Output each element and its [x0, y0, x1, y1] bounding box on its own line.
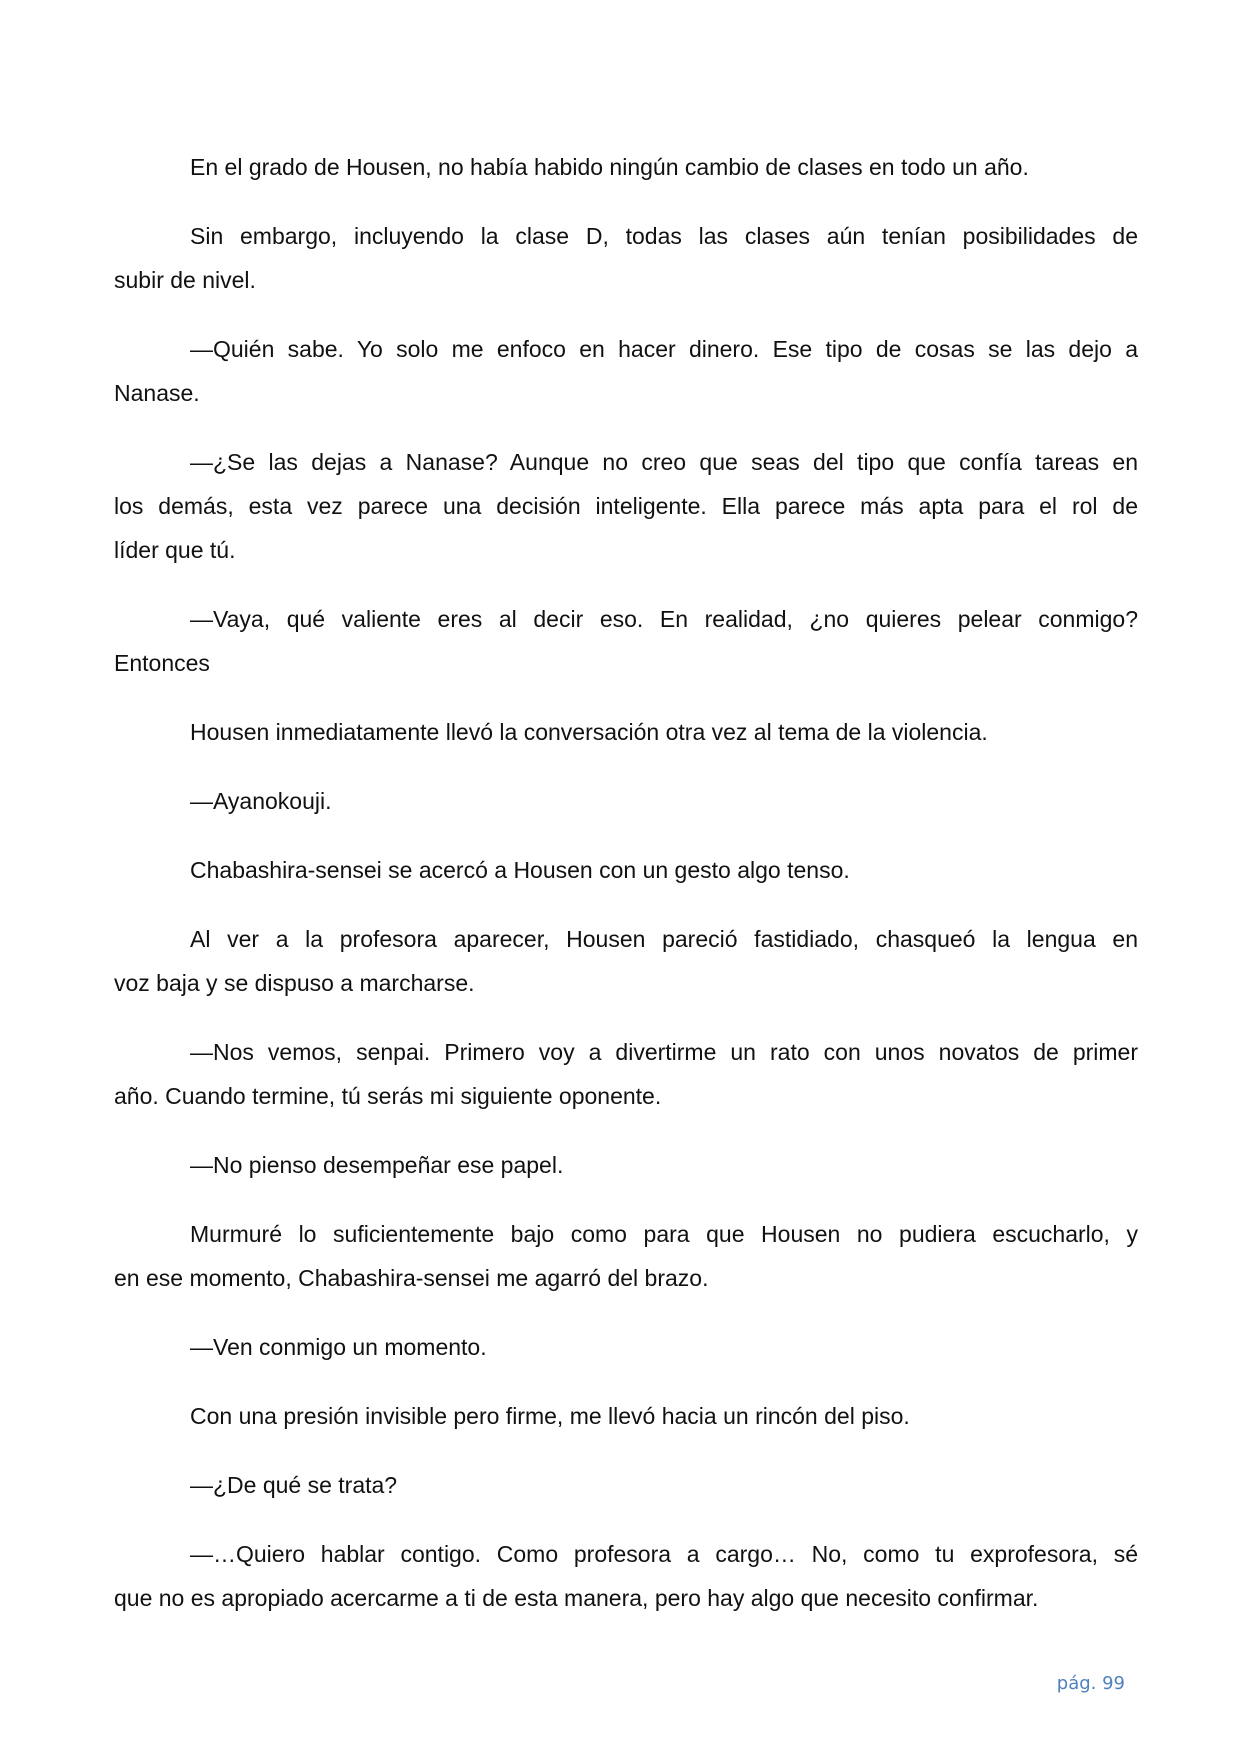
paragraph [114, 848, 1138, 892]
text-line: en ese momento, Chabashira-sensei me agarró del brazo. [114, 1265, 709, 1291]
paragraph [114, 1463, 1138, 1507]
text-line: —Ayanokouji. [190, 788, 332, 814]
text-line: los demás, esta vez parece una decisión inteligente. Ella parece más apta para el rol de [114, 493, 1138, 519]
paragraph [114, 1030, 1138, 1118]
text-line: Entonces [114, 650, 210, 676]
paragraph [114, 1532, 1138, 1620]
paragraph [114, 1325, 1138, 1369]
text-line: Murmuré lo suficientemente bajo como para que Housen no pudiera escucharlo, y [190, 1221, 1138, 1247]
text-line: Chabashira-sensei se acercó a Housen con un gesto algo tenso. [190, 857, 850, 883]
text-line: Nanase. [114, 380, 200, 406]
paragraph [114, 1394, 1138, 1438]
text-line: —No pienso desempeñar ese papel. [190, 1152, 564, 1178]
text-line: que no es apropiado acercarme a ti de esta manera, pero hay algo que necesito confirmar. [114, 1585, 1039, 1611]
paragraph [114, 710, 1138, 754]
paragraph [114, 214, 1138, 302]
text-line: —Nos vemos, senpai. Primero voy a divertirme un rato con unos novatos de primer [190, 1039, 1138, 1065]
paragraph [114, 1212, 1138, 1300]
paragraph [114, 917, 1138, 1005]
text-line: Con una presión invisible pero firme, me llevó hacia un rincón del piso. [190, 1403, 910, 1429]
text-line: voz baja y se dispuso a marcharse. [114, 970, 475, 996]
text-line: —Quién sabe. Yo solo me enfoco en hacer dinero. Ese tipo de cosas se las dejo a [190, 336, 1138, 362]
text-line: subir de nivel. [114, 267, 256, 293]
paragraph [114, 779, 1138, 823]
text-line: Al ver a la profesora aparecer, Housen pareció fastidiado, chasqueó la lengua en [190, 926, 1138, 952]
document-body [114, 145, 1138, 1645]
text-line: Housen inmediatamente llevó la conversación otra vez al tema de la violencia. [190, 719, 988, 745]
paragraph [114, 440, 1138, 572]
text-line: —…Quiero hablar contigo. Como profesora a cargo… No, como tu exprofesora, sé [190, 1541, 1138, 1567]
text-line: año. Cuando termine, tú serás mi siguiente oponente. [114, 1083, 662, 1109]
text-line: —Vaya, qué valiente eres al decir eso. En realidad, ¿no quieres pelear conmigo? [190, 606, 1138, 632]
text-line: En el grado de Housen, no había habido ningún cambio de clases en todo un año. [190, 154, 1029, 180]
text-line: —¿Se las dejas a Nanase? Aunque no creo que seas del tipo que confía tareas en [190, 449, 1138, 475]
text-line: —¿De qué se trata? [190, 1472, 398, 1498]
text-line: líder que tú. [114, 537, 236, 563]
text-line: —Ven conmigo un momento. [190, 1334, 487, 1360]
page-number: pág. 99 [1056, 1673, 1125, 1694]
paragraph [114, 145, 1138, 189]
paragraph [114, 1143, 1138, 1187]
text-line: Sin embargo, incluyendo la clase D, todas las clases aún tenían posibilidades de [190, 223, 1138, 249]
paragraph [114, 327, 1138, 415]
paragraph [114, 597, 1138, 685]
